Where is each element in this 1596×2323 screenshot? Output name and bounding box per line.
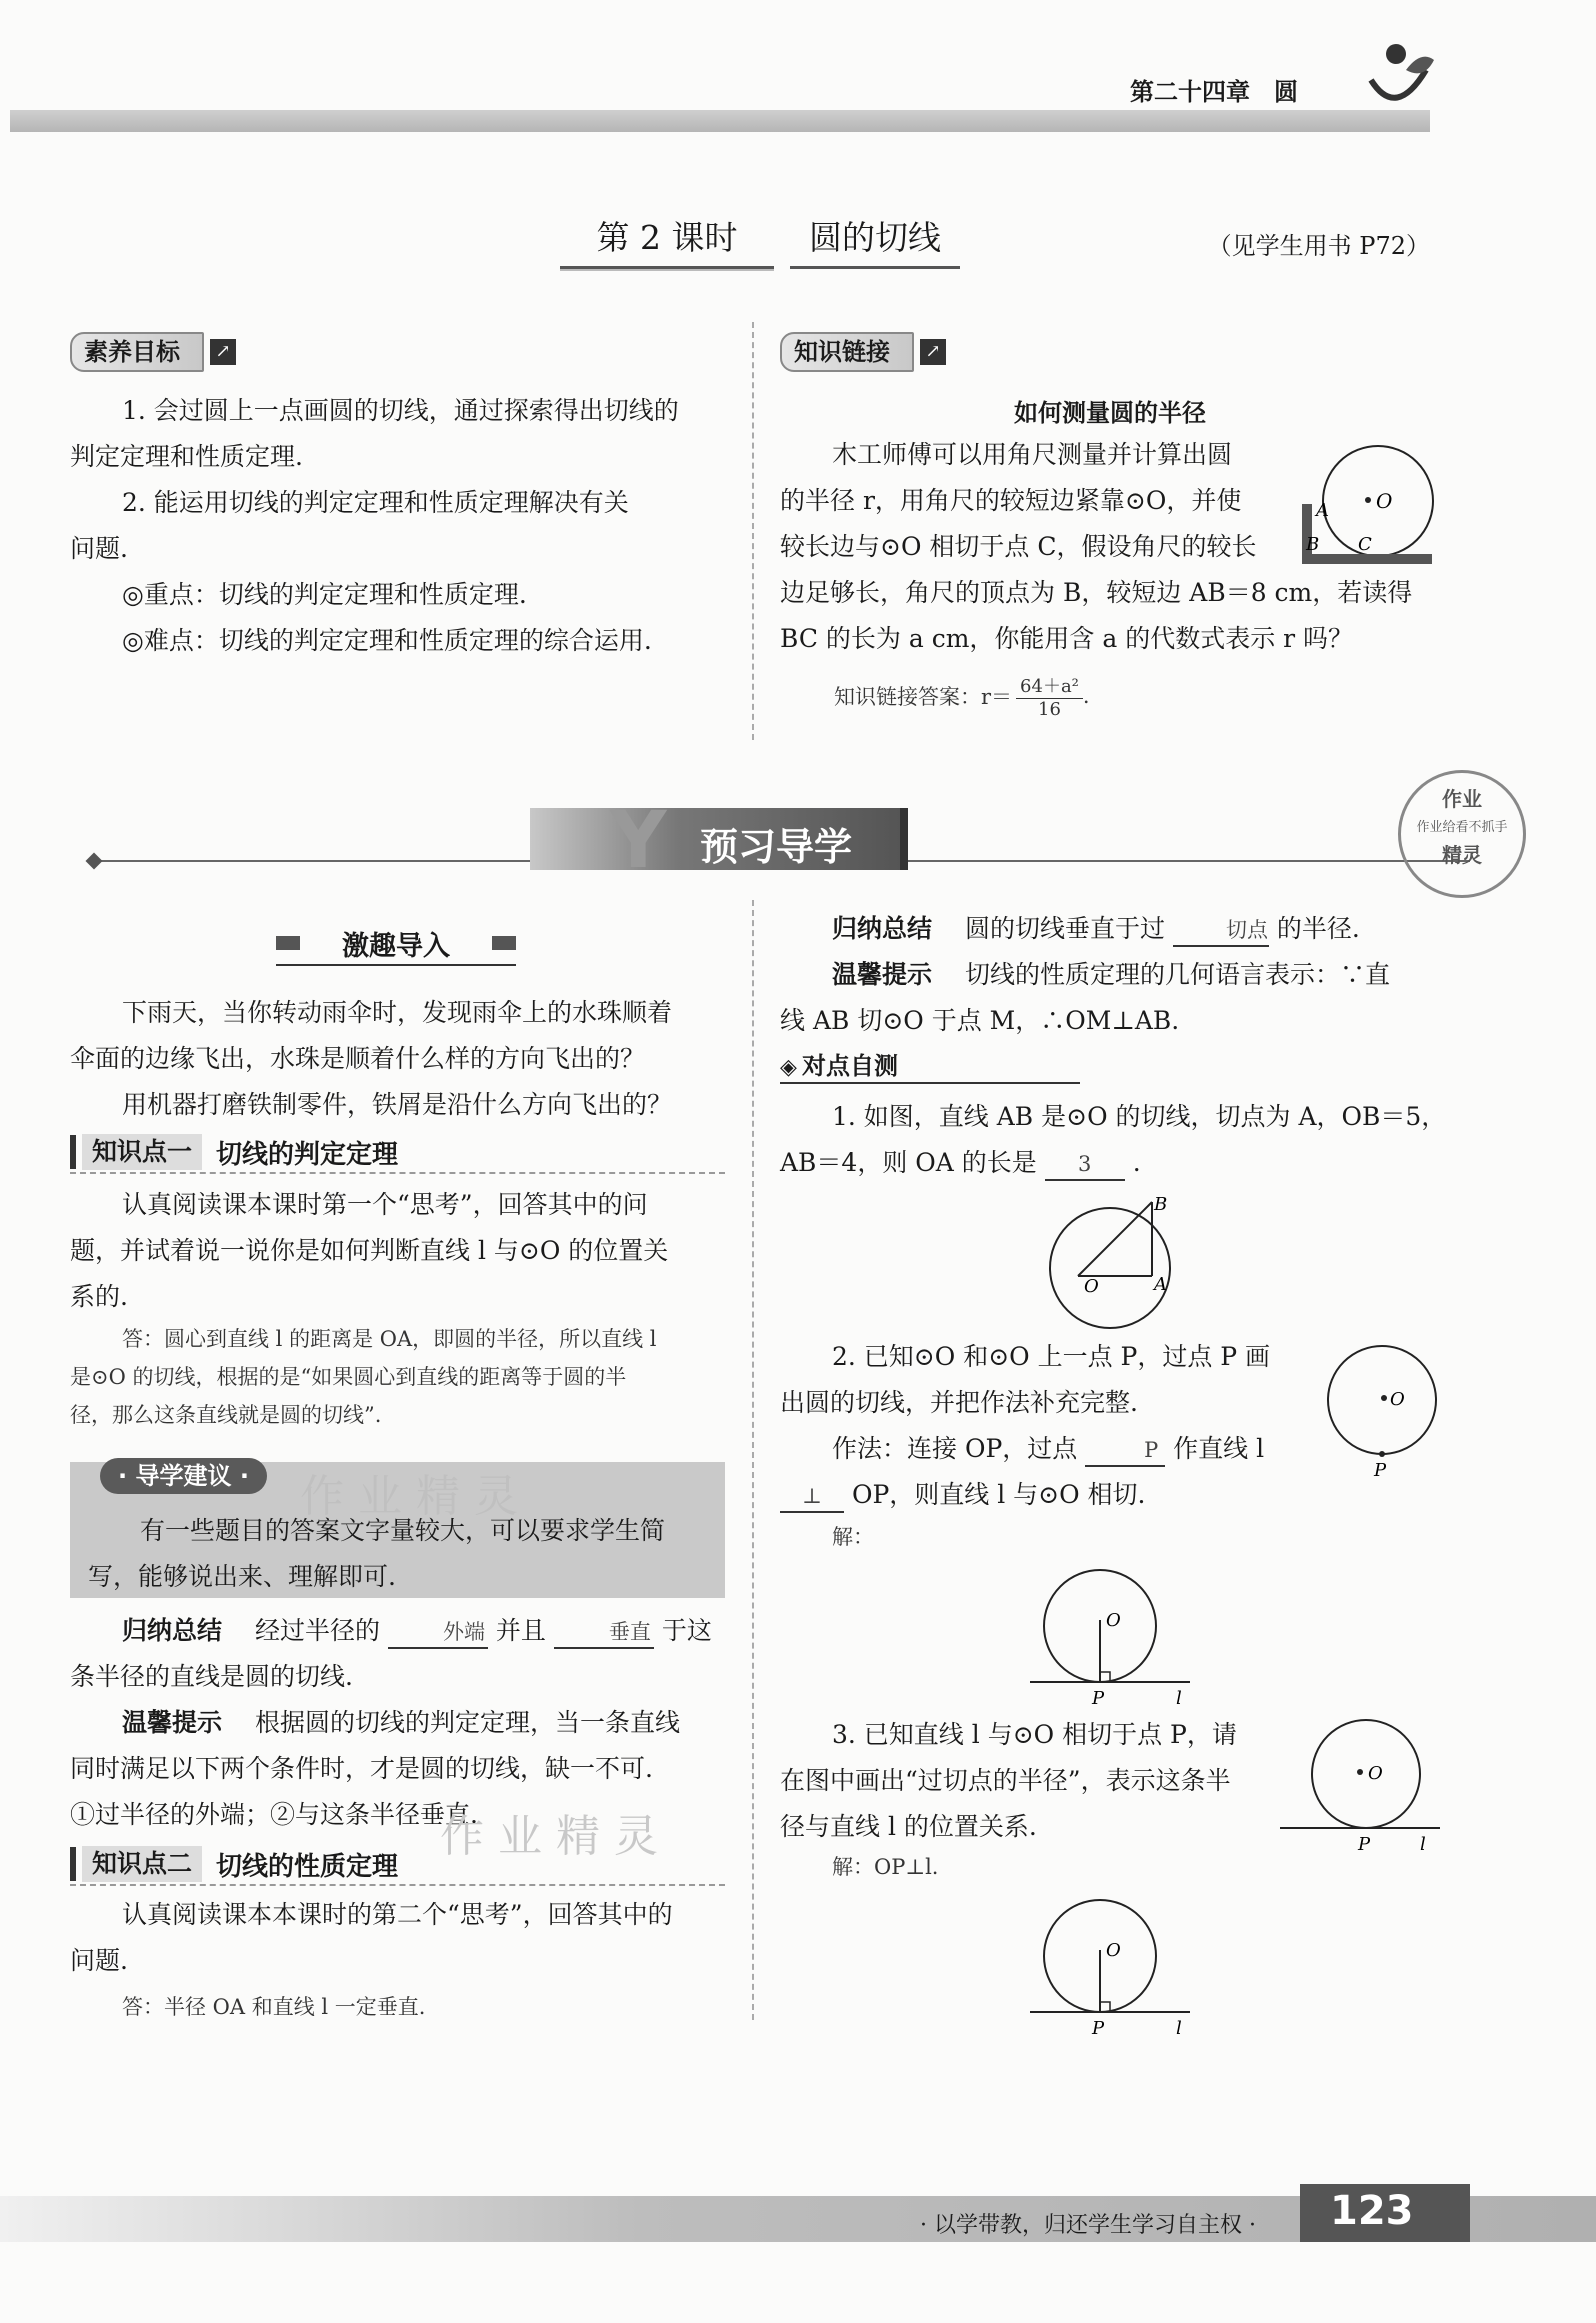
selftest-title: 对点自测	[802, 1052, 899, 1080]
intro-title-box	[276, 924, 516, 966]
q1-line-2: AB＝4，则 OA 的长是	[780, 1148, 1037, 1177]
arrow-icon: ↗	[920, 339, 946, 365]
fraction-numerator: 64＋a²	[1016, 672, 1083, 699]
kp1-answer-1: 答：圆心到直线 l 的距离是 OA，即圆的半径，所以直线 l	[122, 1327, 657, 1351]
goals-tag-label: 素养目标	[70, 332, 204, 372]
intro-text	[70, 990, 730, 1128]
advice-line-1: 有一些题目的答案文字量较大，可以要求学生简	[140, 1516, 666, 1545]
summary-2	[780, 906, 1460, 1044]
header-bar	[10, 110, 1430, 132]
lesson-name: 圆的切线	[790, 212, 960, 269]
kp1-title: 切线的判定定理	[216, 1139, 399, 1170]
kp-bar	[70, 1135, 76, 1169]
goal-difficult: ◎难点：切线的判定定理和性质定理的综合运用.	[122, 626, 652, 655]
q2-line-3a: 作法：连接 OP，过点	[832, 1434, 1078, 1463]
fig-label-b: B	[1306, 534, 1320, 555]
banner-letter: Y	[610, 796, 667, 886]
q2-blank-1: P	[1085, 1435, 1165, 1467]
q1-line-1: 1. 如图，直线 AB 是⊙O 的切线，切点为 A，OB＝5，	[832, 1102, 1447, 1131]
lesson-number: 第 2 课时	[560, 212, 774, 269]
goal-1b: 判定定理和性质定理.	[70, 442, 303, 471]
knowledge-point-1-header	[70, 1132, 725, 1174]
section-banner	[70, 796, 970, 886]
summary1-text-3: 于这	[661, 1616, 712, 1645]
column-divider-bottom	[752, 900, 754, 2020]
kp1-text	[70, 1182, 730, 1320]
ruler-circle-figure	[1296, 436, 1446, 576]
q3-line-3: 径与直线 l 的位置关系.	[780, 1812, 1037, 1841]
link-line-3: 较长边与⊙O 相切于点 C，假设角尺的较长	[780, 532, 1257, 561]
summary2-blank: 切点	[1173, 915, 1269, 947]
q2-line-3b: 作直线 l	[1173, 1434, 1265, 1463]
kp2-title: 切线的性质定理	[216, 1851, 399, 1882]
kp1-answer-3: 径，那么这条直线就是圆的切线”.	[70, 1403, 382, 1427]
watermark-1: 作业精灵	[300, 1471, 532, 1522]
q1-label-a: A	[1154, 1274, 1167, 1295]
q3-question-figure	[1280, 1714, 1460, 1864]
summary1-text-4: 条半径的直线是圆的切线.	[70, 1662, 353, 1691]
goals-text	[70, 388, 730, 664]
footer-motto: · 以学带教，归还学生学习自主权 ·	[920, 2213, 1256, 2238]
kp1-line-1: 认真阅读课本课时第一个“思考”，回答其中的问	[122, 1190, 648, 1219]
q1-period: .	[1132, 1148, 1141, 1177]
diamond-icon: ◈	[780, 1055, 797, 1080]
goal-key: ◎重点：切线的判定定理和性质定理.	[122, 580, 527, 609]
link-tag	[780, 332, 946, 372]
watermark-2: 作业精灵	[440, 1811, 672, 1862]
title-decoration-left	[276, 936, 300, 950]
q2-sol-label-o: O	[1106, 1610, 1121, 1631]
page-number: 123	[1330, 2188, 1414, 2234]
link-line-1: 木工师傅可以用角尺测量并计算出圆	[832, 440, 1233, 469]
kp2-label: 知识点二	[82, 1846, 202, 1882]
summary1-blank-1: 外端	[388, 1617, 488, 1649]
selftest-header	[780, 1046, 1080, 1084]
logo-icon	[1366, 40, 1436, 120]
column-divider-top	[752, 322, 754, 740]
q2-sol-label-l: l	[1176, 1688, 1182, 1709]
summary1-text-2: 并且	[495, 1616, 546, 1645]
tip2-text-2: 线 AB 切⊙O 于点 M，∴OM⊥AB.	[780, 1006, 1180, 1035]
tip1-text-2: 同时满足以下两个条件时，才是圆的切线，缺一不可.	[70, 1754, 653, 1783]
arrow-icon: ↗	[210, 339, 236, 365]
kp1-answer	[70, 1320, 730, 1434]
tip1-label: 温馨提示	[122, 1708, 223, 1737]
link-line-5: BC 的长为 a cm，你能用含 a 的代数式表示 r 吗？	[780, 624, 1354, 653]
q3-label-p: P	[1358, 1834, 1371, 1855]
link-line-4: 边足够长，角尺的顶点为 B，较短边 AB＝8 cm，若读得	[780, 578, 1413, 607]
lesson-title	[560, 212, 1440, 266]
q2-blank-2: ⊥	[780, 1481, 844, 1513]
stamp-line-2: 作业给看不抓手	[1416, 820, 1508, 835]
fraction-denominator: 16	[1038, 699, 1061, 720]
q1-label-b: B	[1154, 1194, 1168, 1215]
kp2-answer: 答：半径 OA 和直线 l 一定垂直.	[122, 1995, 426, 2019]
q3-solution-figure	[1030, 1894, 1230, 2044]
intro-line-2: 伞面的边缘飞出，水珠是顺着什么样的方向飞出的？	[70, 1044, 646, 1073]
fig-label-a: A	[1316, 500, 1329, 521]
question-3	[780, 1712, 1280, 1850]
advice-tag: · 导学建议 ·	[100, 1458, 267, 1494]
q1-label-o: O	[1084, 1276, 1099, 1297]
q2-solution: 解：	[832, 1525, 874, 1549]
summary2-text-2: 的半径.	[1276, 914, 1360, 943]
q3-sol-label-l: l	[1176, 2018, 1182, 2039]
q2-line-4: OP，则直线 l 与⊙O 相切.	[851, 1480, 1146, 1509]
kp1-answer-2: 是⊙O 的切线，根据的是“如果圆心到直线的距离等于圆的半	[70, 1365, 627, 1389]
summary2-text-1: 圆的切线垂直于过	[964, 914, 1165, 943]
title-decoration-right	[492, 936, 516, 950]
link-line-2: 的半径 r，用角尺的较短边紧靠⊙O，并使	[780, 486, 1242, 515]
tip1-text-3: ①过半径的外端；②与这条半径垂直.	[70, 1800, 478, 1829]
q3-sol-label-p: P	[1092, 2018, 1105, 2039]
question-1	[780, 1094, 1460, 1186]
advice-text	[88, 1508, 718, 1600]
kp1-label: 知识点一	[82, 1134, 202, 1170]
kp2-text	[70, 1892, 730, 1984]
tip2-label: 温馨提示	[832, 960, 933, 989]
summary1-label: 归纳总结	[122, 1616, 223, 1645]
q3-line-2: 在图中画出“过切点的半径”，表示这条半	[780, 1766, 1231, 1795]
summary-1	[70, 1608, 735, 1700]
stamp-line-1: 作业	[1442, 787, 1482, 811]
q2-line-1: 2. 已知⊙O 和⊙O 上一点 P，过点 P 画	[832, 1342, 1271, 1371]
stamp	[1398, 770, 1526, 898]
q2-question-figure	[1318, 1340, 1448, 1490]
goal-2b: 问题.	[70, 534, 128, 563]
q2-label-o: O	[1390, 1389, 1405, 1410]
kp1-line-3: 系的.	[70, 1282, 128, 1311]
q2-sol-label-p: P	[1092, 1688, 1105, 1709]
kp-bar	[70, 1847, 76, 1881]
summary2-label: 归纳总结	[832, 914, 933, 943]
banner-title: 预习导学	[700, 825, 853, 869]
link-answer-prefix: 知识链接答案：r＝	[834, 685, 1013, 709]
knowledge-point-2-header	[70, 1844, 725, 1886]
goal-1: 1. 会过圆上一点画圆的切线，通过探索得出切线的	[122, 396, 679, 425]
advice-line-2: 写，能够说出来、理解即可.	[88, 1562, 396, 1591]
q3-label-l: l	[1420, 1834, 1426, 1855]
kp2-line-2: 问题.	[70, 1946, 128, 1975]
q2-solution-figure	[1030, 1564, 1230, 1714]
link-tag-label: 知识链接	[780, 332, 914, 372]
lesson-ref: （见学生用书 P72）	[1207, 232, 1430, 260]
intro-title: 激趣导入	[342, 931, 450, 962]
tip1-text-1: 根据圆的切线的判定定理，当一条直线	[254, 1708, 680, 1737]
q1-figure	[1040, 1188, 1200, 1338]
fig-label-o: O	[1376, 489, 1393, 513]
chapter-title: 第二十四章 圆	[1130, 78, 1298, 106]
q2-label-p: P	[1374, 1460, 1387, 1481]
question-2	[780, 1334, 1340, 1518]
link-answer: 知识链接答案：r＝ $\frac{\text{64＋a²}}{16}$ .	[834, 672, 1090, 720]
q3-solution: 解：OP⊥l.	[832, 1855, 939, 1879]
link-title: 如何测量圆的半径	[1014, 399, 1206, 427]
q2-line-2: 出圆的切线，并把作法补充完整.	[780, 1388, 1138, 1417]
summary1-blank-2: 垂直	[554, 1617, 654, 1649]
q3-label-o: O	[1368, 1763, 1383, 1784]
q3-sol-label-o: O	[1106, 1940, 1121, 1961]
goal-2: 2. 能运用切线的判定定理和性质定理解决有关	[122, 488, 629, 517]
goals-tag	[70, 332, 236, 372]
intro-line-3: 用机器打磨铁制零件，铁屑是沿什么方向飞出的？	[122, 1090, 673, 1119]
kp1-line-2: 题，并试着说一说你是如何判断直线 l 与⊙O 的位置关	[70, 1236, 669, 1265]
stamp-line-3: 精灵	[1442, 843, 1482, 867]
intro-line-1: 下雨天，当你转动雨伞时，发现雨伞上的水珠顺着	[122, 998, 673, 1027]
fig-label-c: C	[1358, 534, 1372, 555]
link-answer-fraction	[1016, 672, 1083, 720]
tip2-text-1: 切线的性质定理的几何语言表示：∵直	[964, 960, 1390, 989]
summary1-text-1: 经过半径的	[254, 1616, 380, 1645]
kp2-line-1: 认真阅读课本本课时的第二个“思考”，回答其中的	[122, 1900, 673, 1929]
q3-line-1: 3. 已知直线 l 与⊙O 相切于点 P，请	[832, 1720, 1237, 1749]
q1-answer-blank: 3	[1045, 1149, 1125, 1181]
